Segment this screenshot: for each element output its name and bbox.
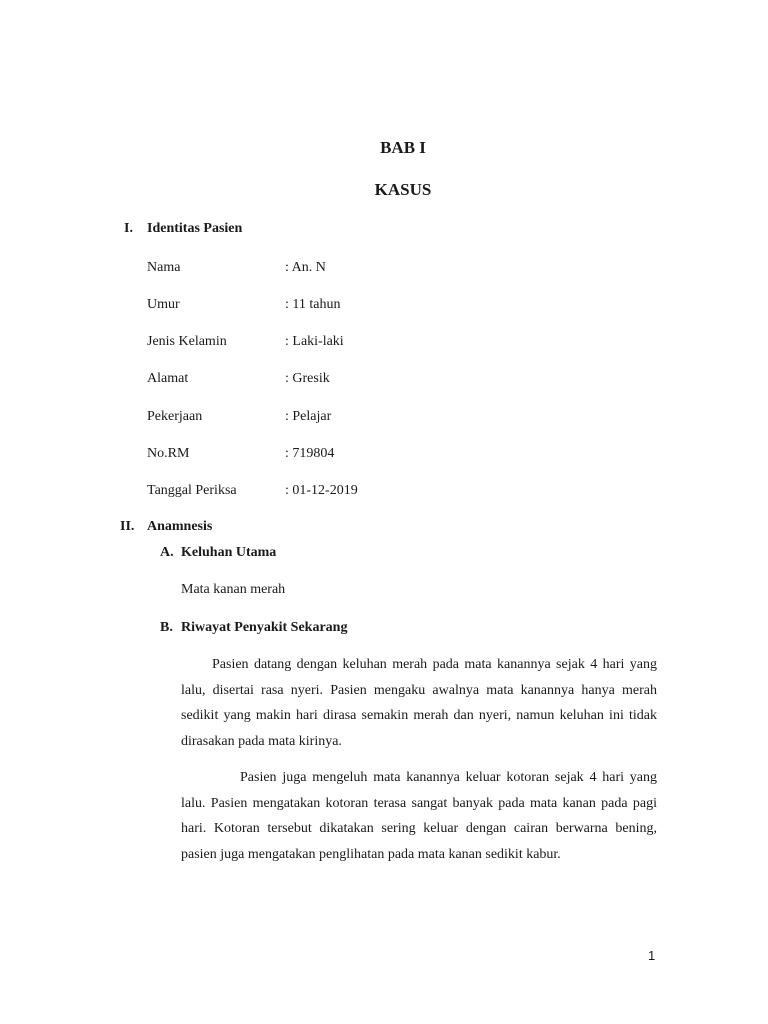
identity-value-nama: : An. N — [285, 260, 326, 275]
chapter-subtitle: KASUS — [374, 180, 432, 199]
identity-value-pekerjaan: : Pelajar — [285, 409, 332, 424]
identity-value-tanggal-periksa: : 01-12-2019 — [285, 483, 358, 498]
identity-label-alamat: Alamat — [147, 371, 189, 386]
identity-value-alamat: : Gresik — [285, 371, 330, 386]
page-number: 1 — [648, 948, 656, 963]
subsection-b-letter: B. — [160, 620, 173, 635]
identity-label-no-rm: No.RM — [147, 446, 190, 461]
chapter-title: BAB I — [380, 138, 426, 157]
subsection-b-title: Riwayat Penyakit Sekarang — [181, 620, 348, 635]
chief-complaint-text: Mata kanan merah — [181, 582, 286, 597]
subsection-a-letter: A. — [160, 545, 174, 560]
history-paragraph-1: Pasien datang dengan keluhan merah pada mata kanannya sejak 4 hari yang lalu, disertai rasa nyeri. Pasien mengaku awalnya mata kanannya hanya merah sedikit yang makin hari dirasa semakin merah dan nyeri, namun keluhan ini tidak dirasakan pada mata kirinya. — [181, 657, 657, 750]
identity-label-pekerjaan: Pekerjaan — [147, 409, 203, 424]
identity-value-no-rm: : 719804 — [285, 446, 335, 461]
identity-label-nama: Nama — [147, 260, 181, 275]
identity-label-umur: Umur — [147, 297, 180, 312]
identity-value-umur: : 11 tahun — [285, 297, 341, 312]
identity-value-jenis-kelamin: : Laki-laki — [285, 334, 344, 349]
identity-label-tanggal-periksa: Tanggal Periksa — [147, 483, 237, 498]
subsection-a-title: Keluhan Utama — [181, 545, 277, 560]
identity-label-jenis-kelamin: Jenis Kelamin — [147, 334, 227, 349]
section-1-number: I. — [124, 221, 133, 236]
section-2-title: Anamnesis — [147, 519, 213, 534]
history-paragraph-2: Pasien juga mengeluh mata kanannya keluar kotoran sejak 4 hari yang lalu. Pasien mengatakan kotoran terasa sangat banyak pada mata kanan pada pagi hari. Kotoran tersebut dikatakan sering keluar dengan cairan berwarna bening, pasien juga mengatakan penglihatan pada mata kanan sedikit kabur. — [181, 770, 657, 863]
section-2-number: II. — [120, 519, 135, 534]
section-1-title: Identitas Pasien — [147, 221, 243, 236]
